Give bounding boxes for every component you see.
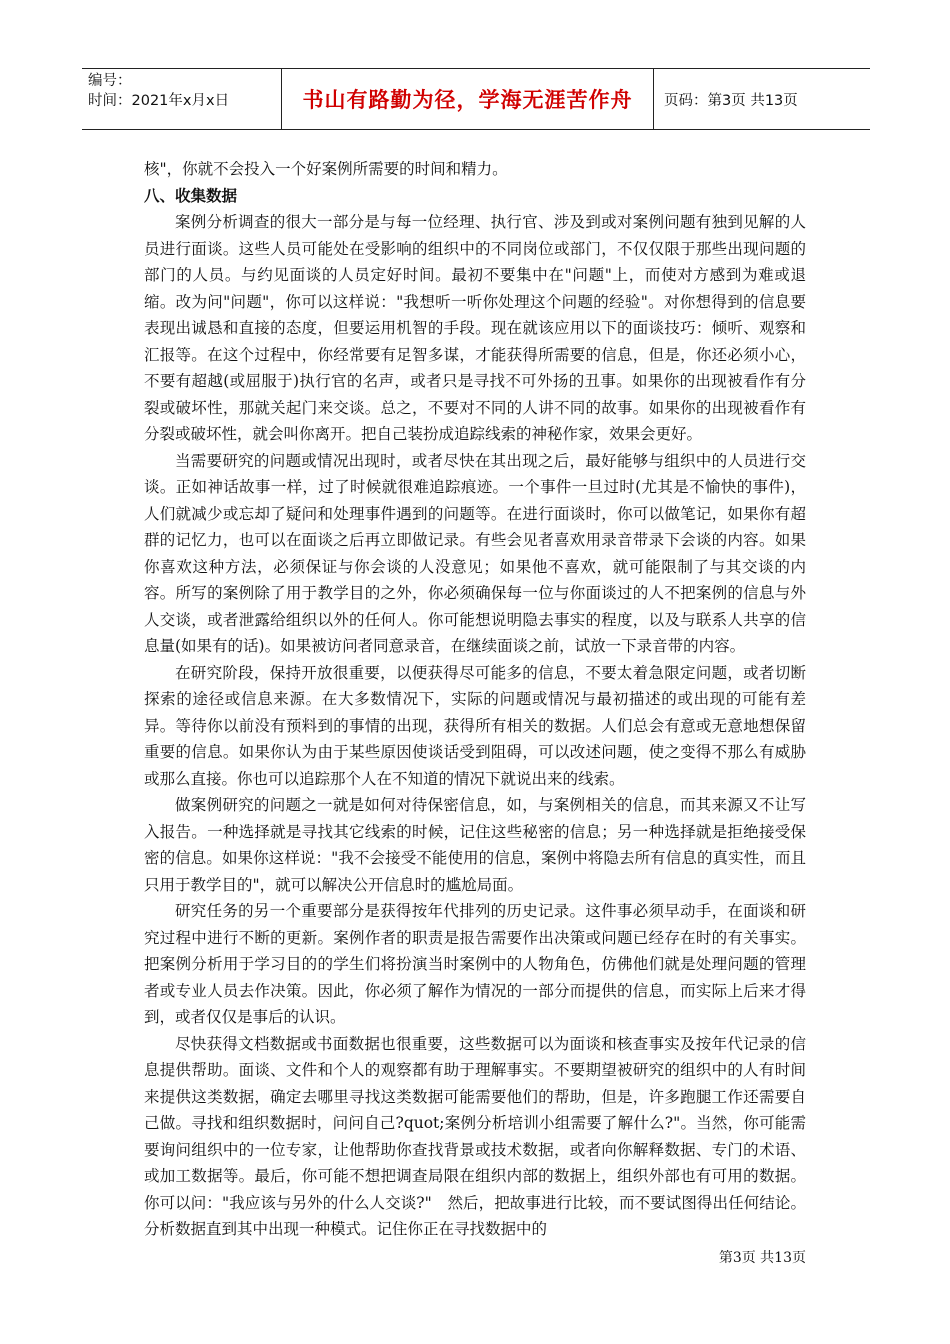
header-page-info: 页码：第3页 共13页 [664, 92, 798, 109]
page-footer: 第3页 共13页 [718, 1250, 806, 1266]
continuation-text: 核"，你就不会投入一个好案例所需要的时间和精力。 [144, 160, 508, 178]
paragraph: 尽快获得文档数据或书面数据也很重要，这些数据可以为面谈和核查事实及按年代记录的信息提供帮助。面谈、文件和个人的观察都有助于理解事实。不要期望被研究的组织中的人有时间来提供这类数据，确定去哪里寻找这类数据可能需要他们的帮助，但是，许多跑腿工作还需要自己做。寻找和组织数据时，问问自己?quot;案例分析培训小组需要了解什么?"。当然，你可能需要询问组织中的一位专家，让他帮助你查找背景或技术数据，或者向你解释数据、专门的术语、或加工数据等。最后，你可能不想把调查局限在组织内部的数据上，组织外部也有可用的数据。你可以问："我应该与另外的什么人交谈?" 然后，把故事进行比较，而不要试图得出任何结论。分析数据直到其中出现一种模式。记住你正在寻找数据中的 [144, 1034, 806, 1238]
document-date: 时间：2021年x月x日 [88, 93, 230, 109]
header-motto: 书山有路勤为径，学海无涯苦作舟 [282, 69, 654, 129]
paragraph: 案例分析调查的很大一部分是与每一位经理、执行官、涉及到或对案例问题有独到见解的人员进行面谈。这些人员可能处在受影响的组织中的不同岗位或部门，不仅仅限于那些出现问题的部门的人员。与约见面谈的人员定好时间。最初不要集中在"问题"上，而使对方感到为难或退缩。改为问"问题"，你可以这样说："我想听一听你处理这个问题的经验"。对你想得到的信息要表现出诚恳和直接的态度，但要运用机智的手段。现在就该应用以下的面谈技巧：倾听、观察和汇报等。在这个过程中，你经常要有足智多谋，才能获得所需要的信息，但是，你还必须小心，不要有超越(或屈服于)执行官的名声，或者只是寻找不可外扬的丑事。如果你的出现被看作有分裂或破坏性，那就关起门来交谈。总之，不要对不同的人讲不同的故事。如果你的出现被看作有分裂或破坏性，就会叫你离开。把自己装扮成追踪线索的神秘作家，效果会更好。 [144, 213, 806, 443]
page-header [82, 68, 870, 130]
document-body [144, 156, 806, 1243]
paragraph: 研究任务的另一个重要部分是获得按年代排列的历史记录。这件事必须早动手，在面谈和研究过程中进行不断的更新。案例作者的职责是报告需要作出决策或问题已经存在时的有关事实。把案例分析用于学习目的的学生们将扮演当时案例中的人物角色，仿佛他们就是处理问题的管理者或专业人员去作决策。因此，你必须了解作为情况的一部分而提供的信息，而实际上后来才得到，或者仅仅是事后的认识。 [144, 902, 806, 1026]
section-title: 八、收集数据 [144, 186, 238, 205]
paragraph: 做案例研究的问题之一就是如何对待保密信息，如，与案例相关的信息，而其来源又不让写入报告。一种选择就是寻找其它线索的时候，记住这些秘密的信息；另一种选择就是拒绝接受保密的信息。如果你这样说："我不会接受不能使用的信息，案例中将隐去所有信息的真实性，而且只用于教学目的"，就可以解决公开信息时的尴尬局面。 [144, 796, 806, 894]
paragraph: 当需要研究的问题或情况出现时，或者尽快在其出现之后，最好能够与组织中的人员进行交谈。正如神话故事一样，过了时候就很难追踪痕迹。一个事件一旦过时(尤其是不愉快的事件)，人们就减少或忘却了疑问和处理事件遇到的问题等。在进行面谈时，你可以做笔记，如果你有超群的记忆力，也可以在面谈之后再立即做记录。有些会见者喜欢用录音带录下会谈的内容。如果你喜欢这种方法，必须保证与你会谈的人没意见；如果他不喜欢，就可能限制了与其交谈的内容。所写的案例除了用于教学目的之外，你必须确保每一位与你面谈过的人不把案例的信息与外人交谈，或者泄露给组织以外的任何人。你可能想说明隐去事实的程度，以及与联系人共享的信息量(如果有的话)。如果被访问者同意录音，在继续面谈之前，试放一下录音带的内容。 [144, 451, 806, 655]
document-number-label: 编号： [88, 73, 132, 89]
paragraph: 在研究阶段，保持开放很重要，以便获得尽可能多的信息，不要太着急限定问题，或者切断探索的途径或信息来源。在大多数情况下，实际的问题或情况与最初描述的或出现的可能有差异。等待你以前没有预料到的事情的出现，获得所有相关的数据。人们总会有意或无意地想保留重要的信息。如果你认为由于某些原因使谈话受到阻碍，可以改述问题，使之变得不那么有威胁或那么直接。你也可以追踪那个人在不知道的情况下就说出来的线索。 [144, 663, 806, 788]
header-meta [82, 69, 282, 129]
